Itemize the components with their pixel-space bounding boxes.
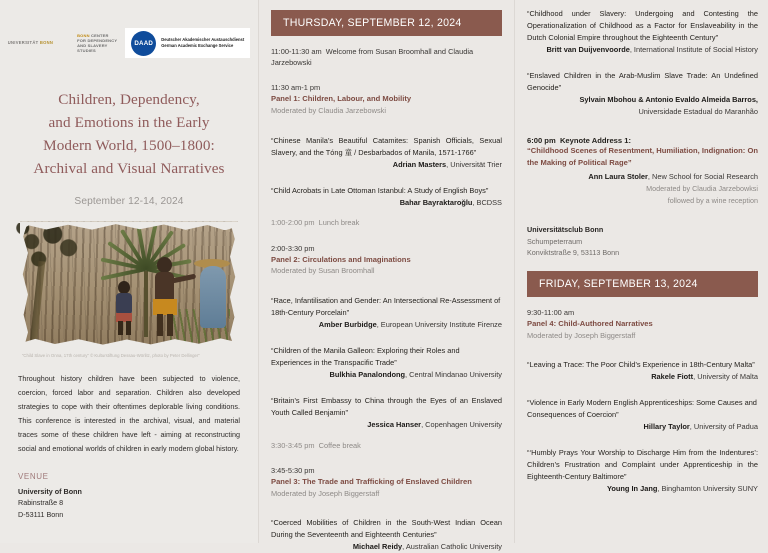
- panel-moderator: Moderated by Joseph Biggerstaff: [271, 488, 380, 498]
- daad-logo-text: Deutscher Akademischer Austauschdienst German Academic Exchange Service: [161, 37, 245, 48]
- panel-moderator: Moderated by Susan Broomhall: [271, 266, 375, 276]
- talk-title: “Childhood under Slavery: Undergoing and Contesting the Operationalization of Childhood as a Factor for Enslaveability in the Dutch Colonial Empire throughout the Eighteenth Century”: [527, 9, 758, 43]
- schedule-item: [271, 465, 502, 499]
- talk-speaker: Bahar Bayraktaroğlu, BCDSS: [399, 197, 502, 207]
- talk-title: “‘Humbly Prays Your Worship to Discharge Him from the Indentures’: Children’s Frustration and Complaint under Apprenticeship in the Eighteenth-Century Baltimore”: [527, 448, 758, 482]
- talk-speaker: Hillary Taylor, University of Padua: [643, 422, 758, 432]
- talk-speaker: Michael Reidy, Australian Catholic University: [352, 542, 502, 552]
- program-column-continued: [515, 0, 768, 543]
- poster-left-column: [0, 0, 258, 543]
- session-time: 9:30-11:00 am: [527, 307, 575, 317]
- talk-item: [271, 185, 502, 209]
- program-column-thursday: [259, 0, 514, 552]
- talk-speaker: Jessica Hanser, Copenhagen University: [367, 419, 502, 429]
- talk-title: “Coerced Mobilities of Children in the South-West Indian Ocean During the Seventeenth and Eighteenth Centuries”: [271, 518, 502, 540]
- daad-logo: [125, 28, 250, 58]
- talk-title: “Children of the Manila Galleon: Exploring their Roles and Experiences in the Transpacific Trade”: [271, 345, 460, 367]
- talk-speaker: Adrian Masters, Universität Trier: [392, 159, 502, 169]
- day-header-friday: FRIDAY, SEPTEMBER 13, 2024: [527, 271, 758, 297]
- panel-moderator: Moderated by Joseph Biggerstaff: [527, 330, 636, 340]
- talk-item: [527, 447, 758, 495]
- session-time: 2:00-3:30 pm: [271, 243, 315, 253]
- talk-speaker: Rakele Fiott, University of Malta: [651, 372, 758, 382]
- talk-title: “Chinese Manila’s Beautiful Catamites: Spanish Officials, Sexual Slavery, and the Tóng 童 / Desbarbados of Manila, 1571-1766”: [271, 135, 502, 157]
- venue-street: Konviktstraße 9, 53113 Bonn: [527, 248, 620, 258]
- schedule-item: [271, 243, 502, 277]
- university-bonn-wordmark: UNIVERSITÄT BONN: [7, 39, 54, 45]
- historical-painting-image: [20, 221, 238, 347]
- talk-affiliation: Universidade Estadual do Maranhão: [638, 107, 758, 116]
- keynote-title: “Childhood Scenes of Resentment, Humiliation, Indignation: On the Making of Political Rage”: [527, 145, 758, 168]
- daad-circle-icon: DAAD: [131, 31, 156, 56]
- talk-speaker: Amber Burbidge, European University Institute Firenze: [318, 320, 502, 330]
- panel-title: Panel 1: Children, Labour, and Mobility: [271, 94, 412, 104]
- schedule-item: [271, 46, 502, 68]
- break-line: 3:30-3:45 pm Coffee break: [271, 440, 361, 450]
- venue-block: [14, 472, 244, 521]
- session-time: 11:30 am-1 pm: [271, 83, 321, 93]
- talk-title: “Child Acrobats in Late Ottoman Istanbul: A Study of English Boys”: [271, 185, 489, 195]
- talk-item: [527, 70, 758, 118]
- panel-title: Panel 4: Child-Authored Narratives: [527, 318, 653, 328]
- talk-speaker: Bulkhia Panalondong, Central Mindanao University: [329, 369, 502, 379]
- university-bonn-logo: [8, 41, 53, 46]
- conference-description: Throughout history children have been subjected to violence, coercion, forced labor and separation. Children also developed strategies to cope with their oftentimes deplorable living conditions. This conference is interested in the archival, visual, and material traces some of these children have left - aiming at reconstructing social and emotional worlds of children in early modern global history.: [18, 373, 240, 453]
- venue-name: Universitätsclub Bonn: [527, 225, 604, 235]
- venue-street: Rabinstraße 8: [18, 498, 64, 508]
- venue-city: D-53111 Bonn: [18, 509, 64, 519]
- break-line: 1:00-2:00 pm Lunch break: [271, 218, 360, 228]
- venue-name: University of Bonn: [18, 486, 82, 496]
- conference-dates: September 12-14, 2024: [74, 196, 184, 208]
- talk-item: [527, 8, 758, 56]
- session-time: 3:45-5:30 pm: [271, 465, 315, 475]
- panel-title: Panel 2: Circulations and Imaginations: [271, 254, 411, 264]
- logo-row: [7, 0, 245, 62]
- keynote-moderator: Moderated by Claudia Jarzebowksi: [646, 184, 758, 194]
- talk-item: [271, 295, 502, 331]
- talk-item: [527, 397, 758, 433]
- schedule-item: [527, 307, 758, 341]
- keynote-speaker: Ann Laura Stoler, New School for Social Research: [588, 172, 758, 182]
- talk-item: [271, 517, 502, 553]
- talk-speaker: Sylvain Mbohou & Antonio Evaldo Almeida Barros,: [579, 95, 758, 105]
- day-header-thursday: THURSDAY, SEPTEMBER 12, 2024: [271, 10, 502, 36]
- talk-item: [271, 135, 502, 171]
- talk-title: “Race, Infantilisation and Gender: An Intersectional Re-Assessment of 18th-Century Porcelain”: [271, 295, 501, 317]
- panel-moderator: Moderated by Claudia Jarzebowski: [271, 106, 387, 116]
- keynote-time-label: 6:00 pm Keynote Address 1:: [527, 135, 631, 145]
- talk-speaker: Britt van Duijvenvoorde, International Institute of Social History: [546, 45, 758, 55]
- talk-speaker: Young In Jang, Binghamton University SUNY: [606, 484, 758, 494]
- schedule-item: [271, 82, 502, 116]
- break-item: [271, 217, 502, 228]
- venue-heading: VENUE: [18, 471, 49, 481]
- image-caption: “Child Slave in Onna, 17th century” © Kulturstiftung Dessau-Wörlitz, photo by Peter Dellinger”: [22, 353, 200, 359]
- painting-robed-figure: [196, 257, 232, 331]
- talk-item: [271, 345, 502, 381]
- venue-room: Schumpeterraum: [527, 236, 583, 246]
- keynote-note: followed by a wine reception: [667, 195, 758, 205]
- talk-item: [527, 359, 758, 383]
- painting-child-figure: [112, 281, 138, 333]
- talk-title: “Enslaved Children in the Arab-Muslim Slave Trade: An Undefined Genocide”: [527, 71, 758, 93]
- talk-item: [271, 395, 502, 431]
- keynote-venue-address: [527, 224, 758, 259]
- session-line: 11:00-11:30 am Welcome from Susan Broomhall and Claudia Jarzebowski: [271, 47, 474, 68]
- page-title: Children, Dependency, and Emotions in the Early Modern World, 1500–1800: Archival and Visual Narratives: [33, 91, 225, 178]
- painting-adult-figure: [146, 257, 186, 335]
- keynote-item: [527, 136, 758, 206]
- break-item: [271, 440, 502, 451]
- panel-title: Panel 3: The Trade and Trafficking of Enslaved Children: [271, 477, 472, 487]
- talk-title: “Britain’s First Embassy to China through the Eyes of an Enslaved Youth Called Benjamin”: [271, 395, 502, 417]
- poster-image-wrapper: [14, 221, 244, 347]
- talk-title: “Violence in Early Modern English Apprenticeships: Some Causes and Consequences of Coercion”: [527, 398, 757, 420]
- talk-title: “Leaving a Trace: The Poor Child’s Experience in 18th-Century Malta”: [527, 360, 755, 370]
- bcdss-logo-text: BONN CENTER FOR DEPENDENCY AND SLAVERY STUDIES: [77, 33, 118, 53]
